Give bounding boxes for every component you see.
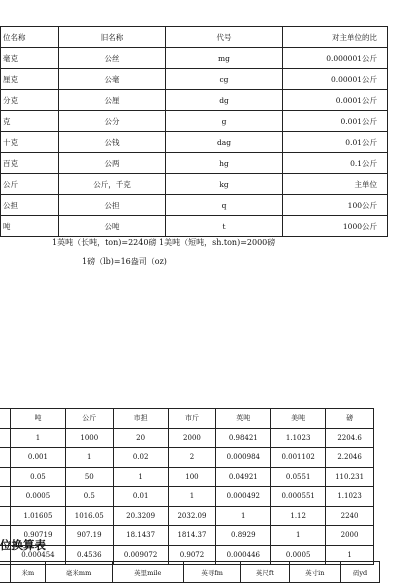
table-cell: 20.3209 xyxy=(113,506,168,526)
header-cell: 英寻fm xyxy=(183,562,240,583)
header-cell: 英尺ft xyxy=(241,562,289,583)
table-cell: 0.001公斤 xyxy=(283,111,388,132)
table-cell: 公钱 xyxy=(59,132,166,153)
table-cell: dag xyxy=(166,132,283,153)
table-row xyxy=(0,428,374,448)
table-row xyxy=(0,506,374,526)
header-cell: 对主单位的比 xyxy=(283,27,388,48)
table-cell: 公斤，千克 xyxy=(59,174,166,195)
table-header-row xyxy=(1,27,388,48)
table-cell: 百克 xyxy=(1,153,59,174)
table-row xyxy=(0,448,374,468)
table-cell: 0.1公斤 xyxy=(283,153,388,174)
table-cell: kg xyxy=(166,174,283,195)
mass-units-table xyxy=(0,26,388,237)
header-cell: 市斤 xyxy=(168,409,216,429)
table-cell: 0.009072 xyxy=(113,545,168,565)
table-cell: 907.19 xyxy=(65,526,113,546)
header-cell: 旧名称 xyxy=(59,27,166,48)
table-cell: 公毫 xyxy=(59,69,166,90)
table-row xyxy=(1,69,388,90)
table-cell: 1.12 xyxy=(271,506,326,526)
table-cell: 0.04921 xyxy=(216,467,271,487)
header-cell: 位名称 xyxy=(1,27,59,48)
header-cell xyxy=(0,409,11,429)
table-cell: 2 xyxy=(168,448,216,468)
table-cell: 1.1023 xyxy=(271,428,326,448)
table-cell: 公吨 xyxy=(59,216,166,237)
table-cell: 0.0551 xyxy=(271,467,326,487)
table-cell xyxy=(0,467,11,487)
table-cell xyxy=(0,428,11,448)
table-cell: 毫克 xyxy=(1,48,59,69)
table-cell: 0.9072 xyxy=(168,545,216,565)
length-conversion-table xyxy=(0,561,380,583)
header-cell: 码yd xyxy=(341,562,380,583)
table-cell: 1.1023 xyxy=(326,487,374,507)
table-cell: 0.001102 xyxy=(271,448,326,468)
header-cell: 代号 xyxy=(166,27,283,48)
table-row xyxy=(1,132,388,153)
table-cell: 公分 xyxy=(59,111,166,132)
table-cell: 0.90719 xyxy=(11,526,66,546)
table-header-row xyxy=(0,409,374,429)
header-cell: 公斤 xyxy=(65,409,113,429)
table-cell: hg xyxy=(166,153,283,174)
length-conversion-title: 位换算表 xyxy=(0,538,46,552)
table-cell: 1000 xyxy=(65,428,113,448)
table-cell: 公厘 xyxy=(59,90,166,111)
table-cell: cg xyxy=(166,69,283,90)
table-cell: 公斤 xyxy=(1,174,59,195)
table-row xyxy=(1,48,388,69)
table-cell: 0.01公斤 xyxy=(283,132,388,153)
table-cell: dg xyxy=(166,90,283,111)
table-cell: 0.000001公斤 xyxy=(283,48,388,69)
header-cell: 毫米mm xyxy=(45,562,112,583)
table-cell: 1.01605 xyxy=(11,506,66,526)
table-cell: 0.05 xyxy=(11,467,66,487)
table-cell: 0.98421 xyxy=(216,428,271,448)
header-cell xyxy=(0,562,11,583)
table-cell: 2204.6 xyxy=(326,428,374,448)
table-cell: g xyxy=(166,111,283,132)
table-cell: 0.0001公斤 xyxy=(283,90,388,111)
table-cell: 公担 xyxy=(1,195,59,216)
table-cell: 1 xyxy=(11,428,66,448)
header-cell: 米m xyxy=(11,562,46,583)
table-cell: 0.000446 xyxy=(216,545,271,565)
table-cell: 公丝 xyxy=(59,48,166,69)
table-cell: 克 xyxy=(1,111,59,132)
table-cell: 2000 xyxy=(326,526,374,546)
table-cell: 1 xyxy=(113,467,168,487)
table-cell: q xyxy=(166,195,283,216)
table-cell: 公担 xyxy=(59,195,166,216)
table-cell: mg xyxy=(166,48,283,69)
table-cell: 100 xyxy=(168,467,216,487)
table-cell: 1 xyxy=(216,506,271,526)
header-cell: 英寸in xyxy=(289,562,340,583)
table-cell: 0.02 xyxy=(113,448,168,468)
table-cell: 0.0005 xyxy=(271,545,326,565)
table-cell: 100公斤 xyxy=(283,195,388,216)
table-cell: 0.000551 xyxy=(271,487,326,507)
table-row xyxy=(1,216,388,237)
table-cell: 分克 xyxy=(1,90,59,111)
header-cell: 市担 xyxy=(113,409,168,429)
table-row xyxy=(1,174,388,195)
table-cell xyxy=(0,487,11,507)
table-cell: 0.01 xyxy=(113,487,168,507)
table-cell: 1 xyxy=(326,545,374,565)
pound-note: 1磅（lb)=16盎司（oz) xyxy=(82,257,167,266)
table-cell: 0.4536 xyxy=(65,545,113,565)
table-cell: 0.000984 xyxy=(216,448,271,468)
table-cell: 主单位 xyxy=(283,174,388,195)
table-cell: 1 xyxy=(168,487,216,507)
table-cell: 1814.37 xyxy=(168,526,216,546)
table-cell: 50 xyxy=(65,467,113,487)
table-cell: 十克 xyxy=(1,132,59,153)
table-cell: 0.000454 xyxy=(11,545,66,565)
table-cell: 0.8929 xyxy=(216,526,271,546)
table-cell xyxy=(0,448,11,468)
table-cell: 20 xyxy=(113,428,168,448)
table-row xyxy=(0,467,374,487)
table-cell xyxy=(0,506,11,526)
table-row xyxy=(0,526,374,546)
table-cell: 2000 xyxy=(168,428,216,448)
table-cell: 1016.05 xyxy=(65,506,113,526)
table-cell: 0.000492 xyxy=(216,487,271,507)
table-cell: 公两 xyxy=(59,153,166,174)
table-cell: 1 xyxy=(65,448,113,468)
table-header-row xyxy=(0,562,380,583)
table-cell: 厘克 xyxy=(1,69,59,90)
header-cell: 磅 xyxy=(326,409,374,429)
table-row xyxy=(1,90,388,111)
header-cell: 英吨 xyxy=(216,409,271,429)
table-row xyxy=(1,195,388,216)
table-cell: 1000公斤 xyxy=(283,216,388,237)
table-cell: 2.2046 xyxy=(326,448,374,468)
mass-conversion-table xyxy=(0,408,374,565)
table-cell: 吨 xyxy=(1,216,59,237)
table-cell: 1 xyxy=(271,526,326,546)
table-row xyxy=(1,111,388,132)
table-row xyxy=(0,487,374,507)
table-cell: 0.00001公斤 xyxy=(283,69,388,90)
table-cell: 2032.09 xyxy=(168,506,216,526)
header-cell: 英里mile xyxy=(112,562,183,583)
table-cell: 110.231 xyxy=(326,467,374,487)
table-cell: 18.1437 xyxy=(113,526,168,546)
header-cell: 美吨 xyxy=(271,409,326,429)
table-row xyxy=(1,153,388,174)
table-cell: 0.5 xyxy=(65,487,113,507)
table-cell: t xyxy=(166,216,283,237)
header-cell: 吨 xyxy=(11,409,66,429)
ton-note: 1英吨（长吨，ton)=2240磅 1美吨（短吨，sh.ton)=2000磅 xyxy=(52,238,276,247)
table-cell: 2240 xyxy=(326,506,374,526)
table-cell: 0.001 xyxy=(11,448,66,468)
table-cell: 0.0005 xyxy=(11,487,66,507)
